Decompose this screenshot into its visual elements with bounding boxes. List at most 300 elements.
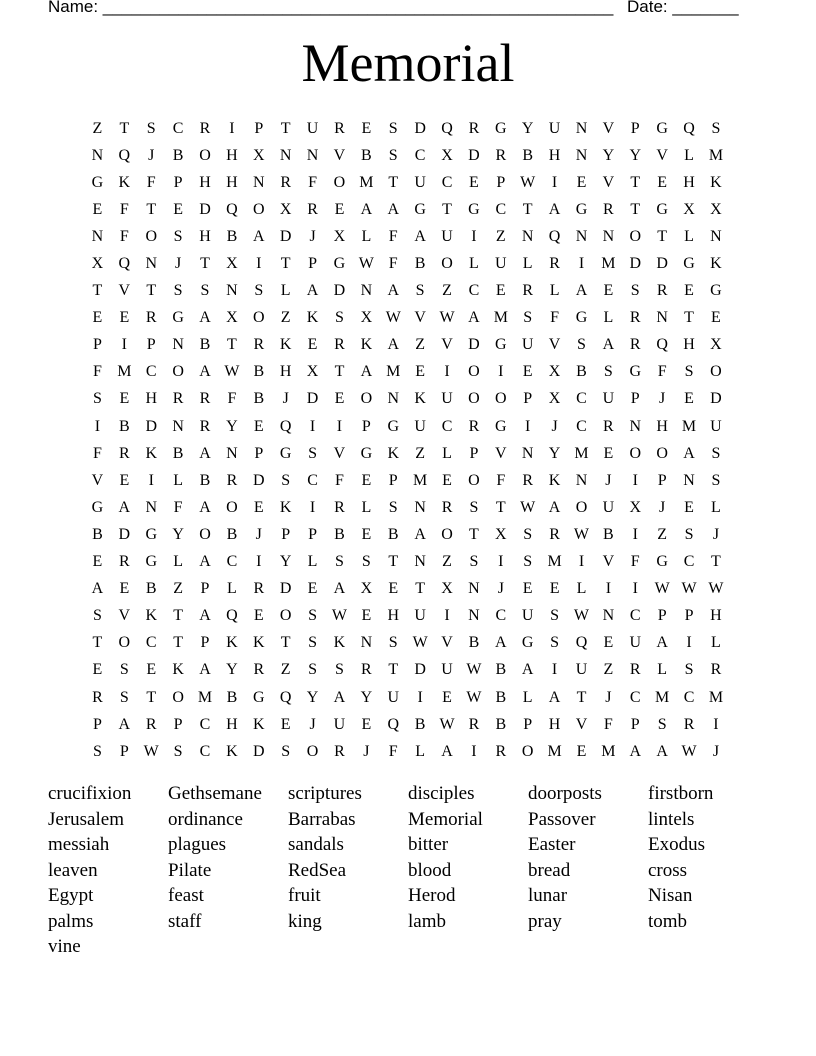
grid-letter[interactable]: L (361, 227, 372, 245)
grid-letter[interactable]: J (309, 715, 316, 733)
grid-letter[interactable]: F (657, 363, 667, 381)
grid-letter[interactable]: E (442, 471, 452, 489)
grid-letter[interactable]: S (361, 553, 371, 571)
grid-letter[interactable]: B (172, 146, 184, 164)
grid-letter[interactable]: N (710, 227, 722, 245)
grid-letter[interactable]: R (172, 390, 184, 408)
grid-letter[interactable]: Q (387, 715, 400, 733)
grid-letter[interactable]: Q (683, 119, 695, 137)
grid-letter[interactable]: S (173, 282, 183, 300)
grid-letter[interactable]: O (656, 444, 668, 462)
grid-letter[interactable]: W (412, 634, 428, 652)
grid-letter[interactable]: O (145, 227, 157, 245)
grid-letter[interactable]: M (547, 742, 562, 760)
grid-letter[interactable]: K (710, 173, 722, 191)
grid-letter[interactable]: F (119, 200, 129, 218)
grid-letter[interactable]: A (548, 498, 561, 516)
grid-letter[interactable]: R (603, 200, 614, 218)
grid-letter[interactable]: E (92, 200, 103, 218)
grid-letter[interactable]: S (308, 634, 318, 652)
grid-letter[interactable]: A (253, 227, 265, 245)
grid-letter[interactable]: S (684, 525, 694, 543)
grid-letter[interactable]: N (575, 471, 588, 489)
grid-letter[interactable]: Q (548, 227, 561, 245)
grid-letter[interactable]: I (256, 553, 262, 571)
grid-letter[interactable]: H (683, 336, 695, 354)
grid-letter[interactable]: L (576, 580, 587, 598)
grid-letter[interactable]: Z (92, 119, 103, 137)
grid-letter[interactable]: T (146, 200, 157, 218)
grid-letter[interactable]: E (415, 363, 426, 381)
grid-letter[interactable]: N (91, 227, 104, 245)
grid-letter[interactable]: G (683, 255, 695, 273)
grid-letter[interactable]: I (471, 227, 477, 245)
grid-letter[interactable]: S (388, 119, 398, 137)
grid-letter[interactable]: G (468, 200, 480, 218)
grid-letter[interactable]: R (334, 742, 345, 760)
grid-letter[interactable]: F (388, 227, 398, 245)
grid-letter[interactable]: X (306, 363, 319, 381)
grid-letter[interactable]: S (388, 634, 398, 652)
grid-letter[interactable]: N (414, 498, 426, 516)
grid-letter[interactable]: X (279, 200, 292, 218)
grid-letter[interactable]: A (441, 742, 453, 760)
grid-letter[interactable]: B (495, 661, 507, 679)
grid-letter[interactable]: H (199, 173, 211, 191)
grid-letter[interactable]: E (119, 309, 130, 327)
grid-letter[interactable]: N (306, 146, 319, 164)
grid-letter[interactable]: G (656, 119, 668, 137)
grid-letter[interactable]: A (306, 282, 319, 300)
grid-letter[interactable]: T (334, 363, 345, 381)
grid-letter[interactable]: Y (548, 444, 561, 462)
grid-letter[interactable]: D (414, 661, 426, 679)
grid-letter[interactable]: D (253, 742, 265, 760)
grid-letter[interactable]: F (388, 742, 398, 760)
grid-letter[interactable]: R (495, 742, 507, 760)
grid-letter[interactable]: H (548, 715, 561, 733)
grid-letter[interactable]: R (441, 498, 453, 516)
grid-letter[interactable]: N (360, 634, 373, 652)
grid-letter[interactable]: E (146, 661, 157, 679)
grid-letter[interactable]: T (388, 173, 399, 191)
grid-letter[interactable]: P (684, 607, 694, 625)
grid-letter[interactable]: B (361, 146, 372, 164)
grid-letter[interactable]: C (145, 634, 157, 652)
grid-letter[interactable]: T (173, 634, 183, 652)
grid-letter[interactable]: S (711, 444, 721, 462)
grid-letter[interactable]: Z (442, 282, 452, 300)
grid-letter[interactable]: R (495, 146, 507, 164)
grid-letter[interactable]: R (253, 580, 265, 598)
grid-letter[interactable]: E (334, 200, 345, 218)
grid-letter[interactable]: J (659, 390, 666, 408)
grid-letter[interactable]: M (708, 688, 724, 706)
grid-letter[interactable]: I (256, 255, 262, 273)
grid-letter[interactable]: Z (280, 661, 291, 679)
grid-letter[interactable]: I (229, 119, 235, 137)
grid-letter[interactable]: E (253, 498, 264, 516)
grid-letter[interactable]: A (629, 742, 642, 760)
grid-letter[interactable]: G (279, 444, 292, 462)
grid-letter[interactable]: U (629, 634, 642, 652)
grid-letter[interactable]: U (333, 715, 346, 733)
grid-letter[interactable]: L (711, 634, 721, 652)
grid-letter[interactable]: H (710, 607, 722, 625)
grid-letter[interactable]: S (630, 282, 640, 300)
grid-letter[interactable]: O (441, 255, 453, 273)
grid-letter[interactable]: Y (602, 146, 615, 164)
grid-letter[interactable]: I (309, 498, 316, 516)
grid-letter[interactable]: G (172, 309, 184, 327)
grid-letter[interactable]: E (307, 580, 318, 598)
grid-letter[interactable]: B (414, 255, 426, 273)
grid-letter[interactable]: S (684, 661, 694, 679)
grid-letter[interactable]: P (308, 255, 318, 273)
grid-letter[interactable]: A (683, 444, 695, 462)
grid-letter[interactable]: T (684, 309, 694, 327)
grid-letter[interactable]: O (172, 363, 184, 381)
grid-letter[interactable]: T (657, 227, 668, 245)
grid-letter[interactable]: X (253, 146, 265, 164)
grid-letter[interactable]: W (681, 580, 697, 598)
grid-letter[interactable]: S (711, 119, 721, 137)
grid-letter[interactable]: P (254, 119, 264, 137)
grid-letter[interactable]: X (441, 146, 453, 164)
grid-letter[interactable]: G (333, 255, 346, 273)
grid-letter[interactable]: Y (226, 417, 238, 435)
grid-letter[interactable]: E (119, 580, 130, 598)
grid-letter[interactable]: X (441, 580, 453, 598)
grid-letter[interactable]: P (523, 715, 533, 733)
grid-letter[interactable]: E (657, 173, 668, 191)
grid-letter[interactable]: B (522, 146, 534, 164)
grid-letter[interactable]: G (521, 634, 534, 652)
grid-letter[interactable]: V (602, 553, 615, 571)
grid-letter[interactable]: T (280, 255, 291, 273)
grid-letter[interactable]: B (199, 336, 211, 354)
grid-letter[interactable]: L (173, 553, 183, 571)
grid-letter[interactable]: R (145, 715, 157, 733)
grid-letter[interactable]: L (415, 742, 426, 760)
grid-letter[interactable]: E (280, 715, 291, 733)
grid-letter[interactable]: X (710, 336, 722, 354)
grid-letter[interactable]: U (575, 661, 588, 679)
grid-letter[interactable]: T (495, 498, 506, 516)
grid-letter[interactable]: U (495, 255, 507, 273)
grid-letter[interactable]: O (360, 390, 373, 408)
grid-letter[interactable]: W (385, 309, 401, 327)
grid-letter[interactable]: M (359, 173, 374, 191)
grid-letter[interactable]: S (603, 363, 613, 381)
grid-letter[interactable]: E (522, 580, 533, 598)
grid-letter[interactable]: K (226, 634, 238, 652)
grid-letter[interactable]: O (333, 173, 346, 191)
grid-letter[interactable]: R (307, 200, 318, 218)
grid-letter[interactable]: T (388, 553, 399, 571)
grid-letter[interactable]: E (442, 688, 452, 706)
grid-letter[interactable]: G (145, 553, 157, 571)
grid-letter[interactable]: S (92, 607, 102, 625)
grid-letter[interactable]: V (602, 119, 615, 137)
grid-letter[interactable]: T (522, 200, 533, 218)
grid-letter[interactable]: E (307, 336, 318, 354)
grid-letter[interactable]: A (548, 688, 561, 706)
grid-letter[interactable]: L (469, 255, 479, 273)
grid-letter[interactable]: K (118, 173, 131, 191)
grid-letter[interactable]: A (495, 634, 507, 652)
grid-letter[interactable]: A (91, 580, 104, 598)
grid-letter[interactable]: D (468, 336, 480, 354)
grid-letter[interactable]: D (199, 200, 211, 218)
grid-letter[interactable]: G (387, 417, 400, 435)
grid-letter[interactable]: E (684, 498, 694, 516)
grid-letter[interactable]: Y (629, 146, 642, 164)
grid-letter[interactable]: G (253, 688, 265, 706)
grid-letter[interactable]: J (712, 525, 720, 543)
grid-letter[interactable]: R (549, 255, 560, 273)
grid-letter[interactable]: B (253, 390, 265, 408)
grid-letter[interactable]: P (657, 607, 667, 625)
grid-letter[interactable]: X (548, 363, 561, 381)
grid-letter[interactable]: K (548, 471, 561, 489)
grid-letter[interactable]: U (710, 417, 722, 435)
grid-letter[interactable]: V (656, 146, 668, 164)
grid-letter[interactable]: V (333, 444, 346, 462)
grid-letter[interactable]: S (146, 119, 156, 137)
grid-letter[interactable]: E (603, 634, 614, 652)
grid-letter[interactable]: B (145, 580, 157, 598)
grid-letter[interactable]: A (656, 634, 668, 652)
grid-letter[interactable]: X (629, 498, 642, 516)
grid-letter[interactable]: T (173, 607, 183, 625)
grid-letter[interactable]: I (713, 715, 719, 733)
grid-letter[interactable]: O (468, 471, 480, 489)
grid-letter[interactable]: R (361, 661, 372, 679)
grid-letter[interactable]: Z (442, 553, 452, 571)
grid-letter[interactable]: A (199, 553, 211, 571)
grid-letter[interactable]: K (279, 498, 292, 516)
grid-letter[interactable]: P (388, 471, 398, 489)
grid-letter[interactable]: Q (279, 688, 292, 706)
grid-letter[interactable]: V (118, 607, 131, 625)
grid-letter[interactable]: I (578, 255, 585, 273)
grid-letter[interactable]: D (279, 227, 292, 245)
grid-letter[interactable]: K (387, 444, 400, 462)
grid-letter[interactable]: A (521, 661, 534, 679)
grid-letter[interactable]: J (255, 525, 262, 543)
grid-letter[interactable]: C (629, 688, 641, 706)
grid-letter[interactable]: B (172, 444, 184, 462)
grid-letter[interactable]: Z (415, 444, 426, 462)
grid-letter[interactable]: Z (495, 227, 506, 245)
grid-letter[interactable]: A (414, 525, 426, 543)
grid-letter[interactable]: O (253, 309, 265, 327)
grid-letter[interactable]: R (199, 119, 211, 137)
grid-letter[interactable]: B (226, 688, 238, 706)
grid-letter[interactable]: G (360, 444, 373, 462)
grid-letter[interactable]: P (254, 444, 264, 462)
grid-letter[interactable]: L (280, 282, 291, 300)
grid-letter[interactable]: L (227, 580, 237, 598)
grid-letter[interactable]: T (415, 580, 426, 598)
grid-letter[interactable]: J (551, 417, 558, 435)
grid-letter[interactable]: R (92, 688, 103, 706)
grid-letter[interactable]: M (708, 146, 724, 164)
grid-letter[interactable]: K (145, 444, 157, 462)
grid-letter[interactable]: C (576, 390, 587, 408)
grid-letter[interactable]: W (439, 715, 455, 733)
grid-letter[interactable]: R (656, 282, 668, 300)
grid-letter[interactable]: Q (575, 634, 588, 652)
grid-letter[interactable]: G (495, 119, 507, 137)
grid-letter[interactable]: C (576, 417, 587, 435)
grid-letter[interactable]: J (363, 742, 370, 760)
grid-letter[interactable]: R (253, 336, 265, 354)
grid-letter[interactable]: H (226, 715, 238, 733)
grid-letter[interactable]: J (497, 580, 504, 598)
grid-letter[interactable]: M (547, 553, 562, 571)
grid-letter[interactable]: S (523, 553, 533, 571)
grid-letter[interactable]: S (308, 444, 318, 462)
grid-letter[interactable]: P (281, 525, 291, 543)
grid-letter[interactable]: E (603, 282, 614, 300)
grid-letter[interactable]: G (145, 525, 157, 543)
grid-letter[interactable]: S (308, 661, 318, 679)
grid-letter[interactable]: P (200, 634, 210, 652)
grid-letter[interactable]: E (361, 525, 372, 543)
grid-letter[interactable]: A (387, 282, 400, 300)
grid-letter[interactable]: M (386, 363, 401, 381)
grid-letter[interactable]: A (333, 580, 346, 598)
grid-letter[interactable]: I (444, 607, 450, 625)
grid-letter[interactable]: Z (657, 525, 668, 543)
grid-letter[interactable]: W (708, 580, 724, 598)
grid-letter[interactable]: A (199, 498, 211, 516)
grid-letter[interactable]: V (495, 444, 507, 462)
grid-letter[interactable]: M (197, 688, 213, 706)
grid-letter[interactable]: A (387, 336, 400, 354)
grid-letter[interactable]: S (173, 742, 183, 760)
grid-letter[interactable]: U (441, 661, 453, 679)
grid-letter[interactable]: W (143, 742, 159, 760)
grid-letter[interactable]: I (94, 417, 101, 435)
grid-letter[interactable]: R (280, 173, 292, 191)
grid-letter[interactable]: K (145, 607, 157, 625)
grid-letter[interactable]: G (91, 498, 104, 516)
grid-letter[interactable]: I (632, 525, 638, 543)
grid-letter[interactable]: I (309, 417, 316, 435)
grid-letter[interactable]: O (199, 525, 211, 543)
grid-letter[interactable]: N (575, 227, 588, 245)
grid-letter[interactable]: V (414, 309, 426, 327)
grid-letter[interactable]: P (630, 119, 640, 137)
grid-letter[interactable]: K (306, 309, 319, 327)
grid-letter[interactable]: D (118, 525, 131, 543)
grid-letter[interactable]: A (387, 200, 400, 218)
grid-letter[interactable]: S (577, 336, 586, 354)
grid-letter[interactable]: W (224, 363, 240, 381)
grid-letter[interactable]: E (253, 417, 264, 435)
grid-letter[interactable]: N (172, 417, 184, 435)
grid-letter[interactable]: R (334, 119, 345, 137)
grid-letter[interactable]: T (630, 173, 641, 191)
grid-letter[interactable]: L (522, 688, 533, 706)
grid-letter[interactable]: U (414, 173, 426, 191)
grid-letter[interactable]: I (498, 363, 504, 381)
grid-letter[interactable]: F (496, 471, 506, 489)
grid-letter[interactable]: V (441, 634, 453, 652)
grid-letter[interactable]: D (306, 390, 319, 408)
grid-letter[interactable]: O (521, 742, 534, 760)
grid-letter[interactable]: I (632, 471, 638, 489)
grid-letter[interactable]: S (657, 715, 667, 733)
grid-letter[interactable]: I (148, 471, 154, 489)
grid-letter[interactable]: E (92, 553, 103, 571)
grid-letter[interactable]: K (710, 255, 722, 273)
grid-letter[interactable]: L (603, 309, 614, 327)
grid-letter[interactable]: T (442, 200, 452, 218)
grid-letter[interactable]: R (468, 119, 480, 137)
grid-letter[interactable]: Y (306, 688, 319, 706)
grid-letter[interactable]: C (414, 146, 426, 164)
grid-letter[interactable]: G (656, 553, 668, 571)
grid-letter[interactable]: A (333, 688, 346, 706)
grid-letter[interactable]: O (495, 390, 507, 408)
grid-letter[interactable]: X (91, 255, 104, 273)
grid-letter[interactable]: H (656, 417, 668, 435)
grid-letter[interactable]: N (226, 282, 238, 300)
grid-letter[interactable]: J (282, 390, 289, 408)
grid-letter[interactable]: O (118, 634, 131, 652)
grid-letter[interactable]: W (654, 580, 670, 598)
grid-letter[interactable]: P (630, 390, 640, 408)
grid-letter[interactable]: L (684, 227, 694, 245)
grid-letter[interactable]: S (92, 742, 102, 760)
grid-letter[interactable]: P (92, 715, 102, 733)
grid-letter[interactable]: N (468, 607, 480, 625)
grid-letter[interactable]: P (146, 336, 156, 354)
grid-letter[interactable]: I (632, 580, 638, 598)
grid-letter[interactable]: D (468, 146, 480, 164)
grid-letter[interactable]: E (334, 390, 345, 408)
grid-letter[interactable]: K (360, 336, 373, 354)
grid-letter[interactable]: Y (360, 688, 373, 706)
grid-letter[interactable]: G (575, 200, 588, 218)
grid-letter[interactable]: N (683, 471, 695, 489)
grid-letter[interactable]: E (576, 742, 587, 760)
grid-letter[interactable]: F (388, 255, 398, 273)
grid-letter[interactable]: C (199, 715, 211, 733)
grid-letter[interactable]: X (495, 525, 507, 543)
grid-letter[interactable]: H (145, 390, 157, 408)
grid-letter[interactable]: E (576, 173, 587, 191)
grid-letter[interactable]: F (603, 715, 613, 733)
grid-letter[interactable]: D (253, 471, 265, 489)
grid-letter[interactable]: R (629, 309, 641, 327)
grid-letter[interactable]: W (681, 742, 697, 760)
grid-letter[interactable]: Q (118, 146, 131, 164)
grid-letter[interactable]: H (226, 173, 238, 191)
grid-letter[interactable]: U (602, 498, 615, 516)
grid-letter[interactable]: Q (441, 119, 453, 137)
grid-letter[interactable]: N (226, 444, 238, 462)
grid-letter[interactable]: O (226, 498, 238, 516)
grid-letter[interactable]: N (253, 173, 265, 191)
grid-letter[interactable]: N (172, 336, 184, 354)
grid-letter[interactable]: I (525, 417, 531, 435)
grid-letter[interactable]: J (605, 471, 612, 489)
